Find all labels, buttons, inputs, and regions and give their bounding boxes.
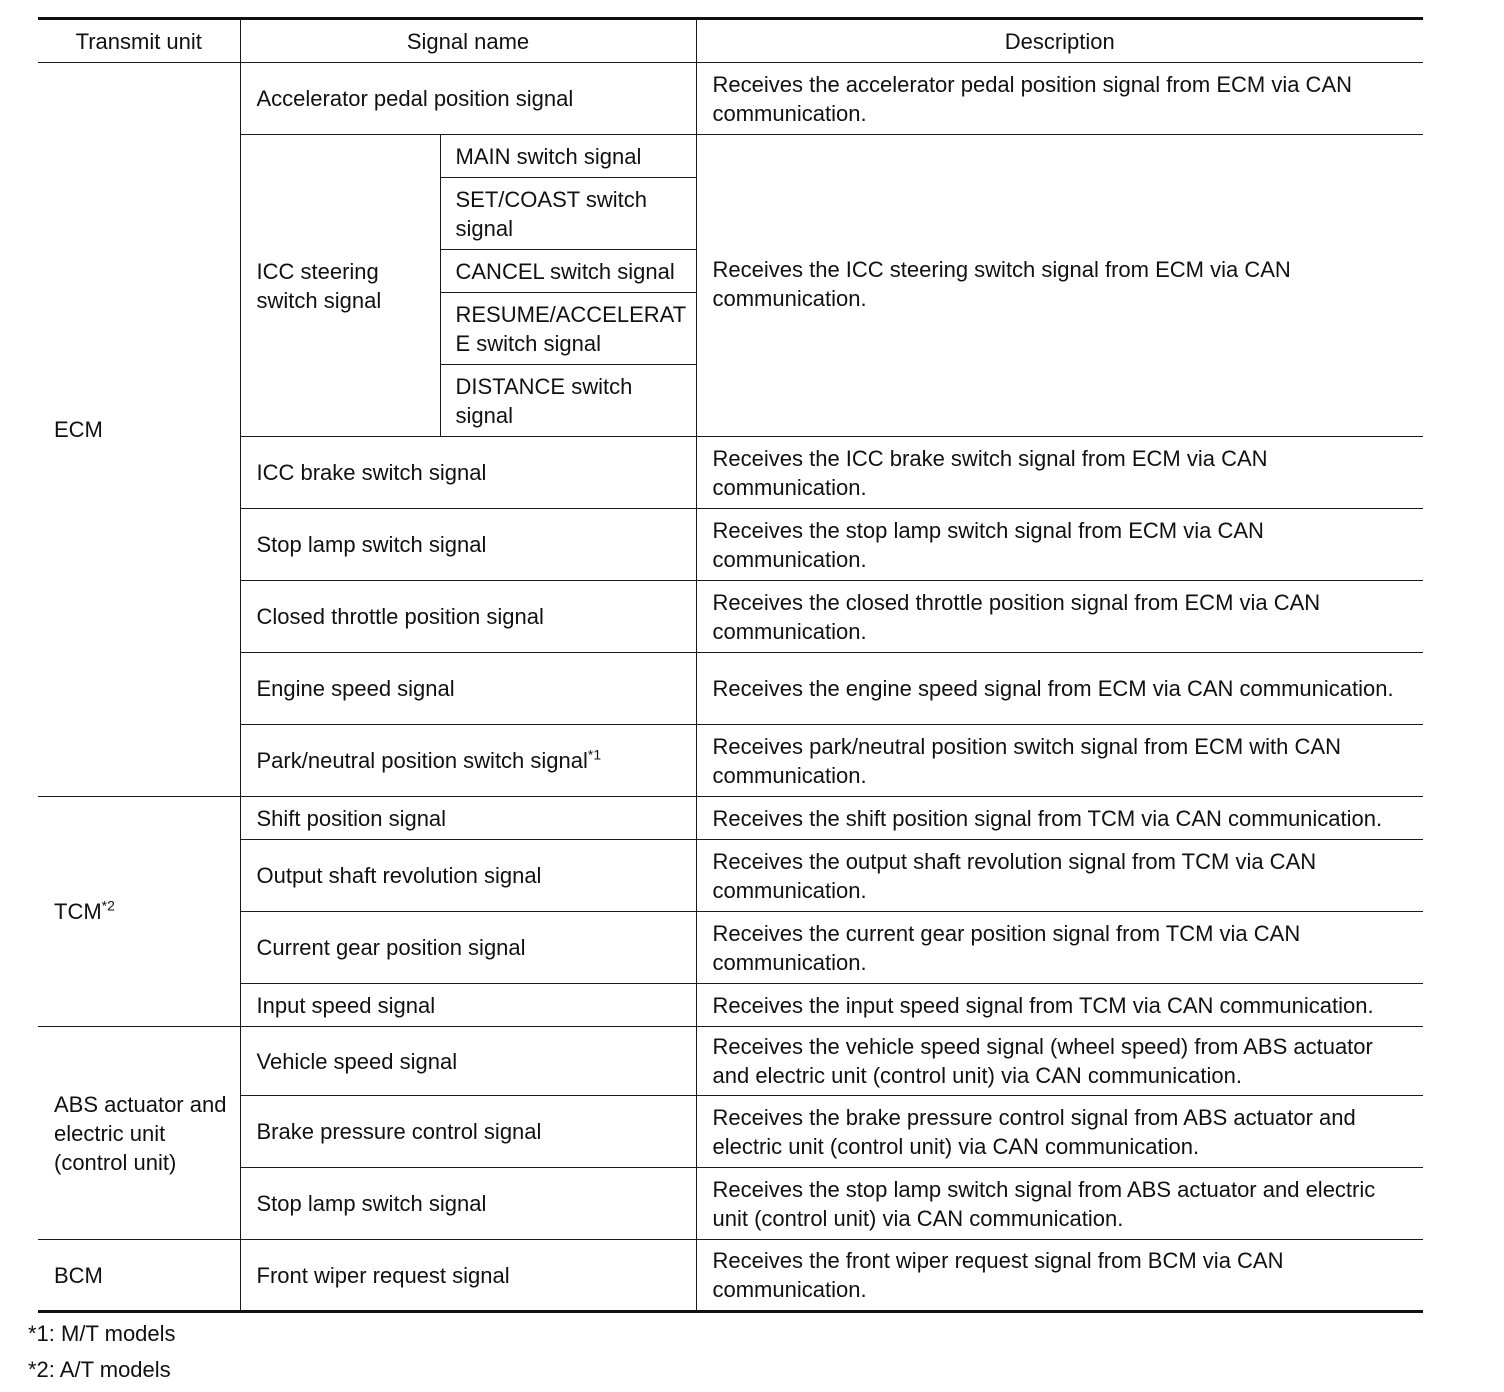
header-transmit-unit: Transmit unit [38, 19, 240, 63]
description-cell: Receives the front wiper request signal from BCM via CAN communication. [696, 1240, 1423, 1312]
signal-name-cell: Current gear position signal [240, 912, 696, 984]
unit-cell-abs: ABS actuator and electric unit (control unit) [38, 1027, 240, 1240]
unit-cell-ecm: ECM [38, 63, 240, 797]
sub-signal-cell: RESUME/ACCELERATE switch signal [440, 293, 696, 365]
description-cell: Receives the shift position signal from TCM via CAN communication. [696, 797, 1423, 840]
description-cell: Receives the current gear position signal from TCM via CAN communication. [696, 912, 1423, 984]
unit-text: TCM [54, 899, 102, 924]
footnote-marker: *2 [101, 897, 115, 914]
table-row [38, 509, 1423, 581]
table-row [38, 653, 1423, 725]
table-row [38, 984, 1423, 1027]
table-row [38, 1168, 1423, 1240]
signal-name-cell: Front wiper request signal [240, 1240, 696, 1312]
description-cell: Receives the ICC steering switch signal from ECM via CAN communication. [696, 135, 1423, 437]
footnote-2: *2: A/T models [28, 1357, 171, 1382]
table-row [38, 135, 1423, 178]
signal-name-cell: Closed throttle position signal [240, 581, 696, 653]
table-row [38, 581, 1423, 653]
signal-name-cell: ICC steering switch signal [240, 135, 440, 437]
sub-signal-cell: SET/COAST switch signal [440, 178, 696, 250]
signal-name-cell: ICC brake switch signal [240, 437, 696, 509]
description-cell: Receives the stop lamp switch signal from ECM via CAN communication. [696, 509, 1423, 581]
signal-name-cell: Accelerator pedal position signal [240, 63, 696, 135]
table-row [38, 797, 1423, 840]
table-row [38, 840, 1423, 912]
signal-name-cell: Input speed signal [240, 984, 696, 1027]
sub-signal-cell: DISTANCE switch signal [440, 365, 696, 437]
description-cell: Receives park/neutral position switch signal from ECM with CAN communication. [696, 725, 1423, 797]
sub-signal-cell: CANCEL switch signal [440, 250, 696, 293]
table-row [38, 1240, 1423, 1312]
signal-name-cell: Engine speed signal [240, 653, 696, 725]
description-cell: Receives the brake pressure control signal from ABS actuator and electric unit (control unit) via CAN communication. [696, 1096, 1423, 1168]
table-row [38, 437, 1423, 509]
description-cell: Receives the ICC brake switch signal from ECM via CAN communication. [696, 437, 1423, 509]
table-row [38, 912, 1423, 984]
signal-name-text: Park/neutral position switch signal [256, 748, 588, 773]
unit-cell-bcm: BCM [38, 1240, 240, 1312]
description-cell: Receives the vehicle speed signal (wheel speed) from ABS actuator and electric unit (control unit) via CAN communication. [696, 1027, 1423, 1096]
signal-table [38, 17, 1423, 1313]
sub-signal-cell: MAIN switch signal [440, 135, 696, 178]
footnotes [28, 1316, 176, 1388]
footnote-1: *1: M/T models [28, 1321, 176, 1346]
signal-name-cell: Shift position signal [240, 797, 696, 840]
signal-name-cell: Vehicle speed signal [240, 1027, 696, 1096]
table-row [38, 1027, 1423, 1096]
description-cell: Receives the closed throttle position signal from ECM via CAN communication. [696, 581, 1423, 653]
table-row [38, 1096, 1423, 1168]
signal-name-cell [240, 725, 696, 797]
description-cell: Receives the engine speed signal from ECM via CAN communication. [696, 653, 1423, 725]
description-cell: Receives the stop lamp switch signal from ABS actuator and electric unit (control unit) via CAN communication. [696, 1168, 1423, 1240]
table-header-row [38, 19, 1423, 63]
description-cell: Receives the accelerator pedal position signal from ECM via CAN communication. [696, 63, 1423, 135]
table-row [38, 63, 1423, 135]
header-description: Description [696, 19, 1423, 63]
description-cell: Receives the input speed signal from TCM via CAN communication. [696, 984, 1423, 1027]
signal-name-cell: Stop lamp switch signal [240, 1168, 696, 1240]
table-row [38, 725, 1423, 797]
description-cell: Receives the output shaft revolution signal from TCM via CAN communication. [696, 840, 1423, 912]
signal-name-cell: Output shaft revolution signal [240, 840, 696, 912]
header-signal-name: Signal name [240, 19, 696, 63]
signal-name-cell: Stop lamp switch signal [240, 509, 696, 581]
footnote-marker: *1 [587, 746, 602, 763]
unit-cell-tcm [38, 797, 240, 1027]
signal-name-cell: Brake pressure control signal [240, 1096, 696, 1168]
